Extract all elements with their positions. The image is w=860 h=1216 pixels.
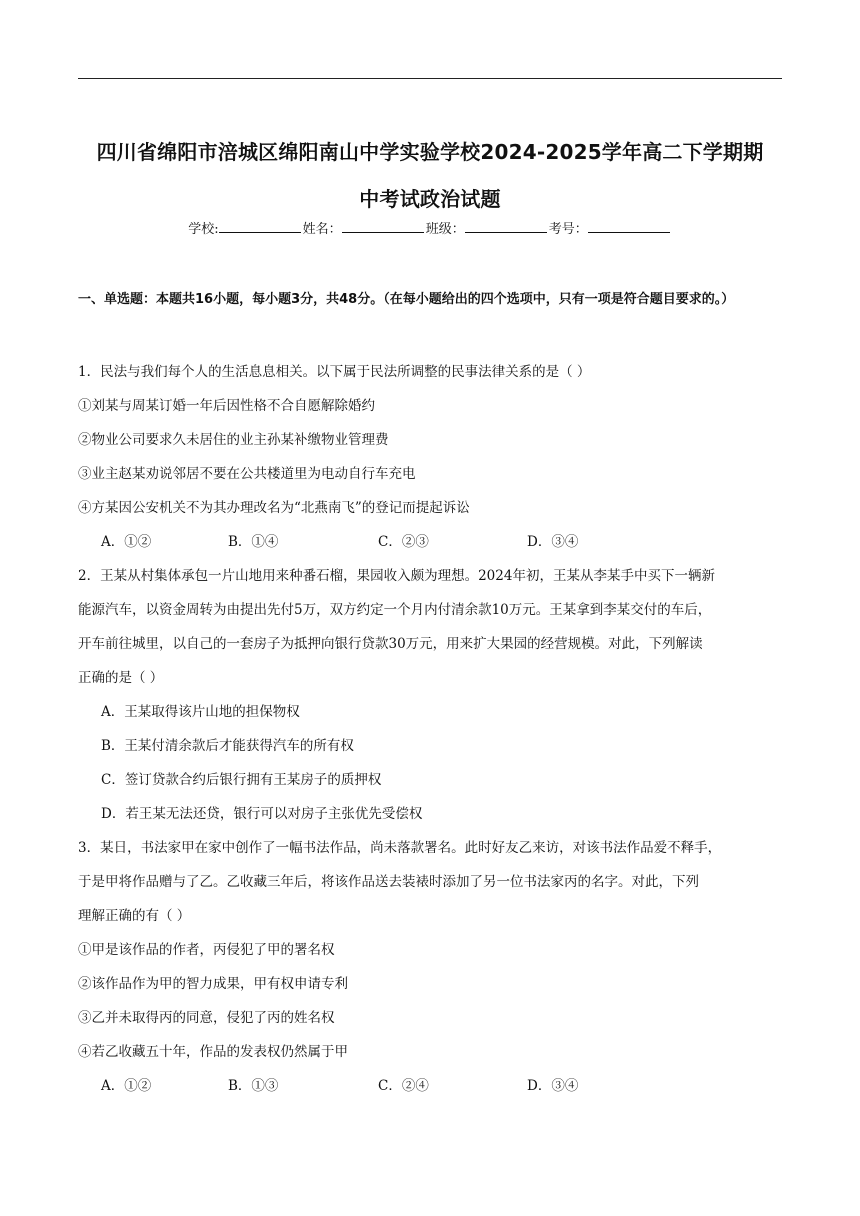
question-1-item: ②物业公司要求久未居住的业主孙某补缴物业管理费 — [78, 432, 389, 448]
question-3-option-a[interactable]: A．①② — [101, 1078, 152, 1094]
question-1-option-b[interactable]: B．①④ — [228, 534, 279, 550]
question-1-item: ④方某因公安机关不为其办理改名为“北燕南飞”的登记而提起诉讼 — [78, 500, 470, 516]
question-2-stem-line: 能源汽车，以资金周转为由提出先付5万，双方约定一个月内付清余款10万元。王某拿到李某交付的车后， — [78, 602, 712, 618]
question-2-option-a[interactable]: A．王某取得该片山地的担保物权 — [101, 704, 300, 720]
exam-no-label: 考号： — [548, 222, 588, 237]
section-heading: 一、单选题：本题共16小题，每小题3分，共48分。（在每小题给出的四个选项中，只有一项是符合题目要求的。） — [78, 292, 735, 307]
question-2-option-c[interactable]: C．签订贷款合约后银行拥有王某房子的质押权 — [101, 772, 382, 788]
question-3-item: ④若乙收藏五十年，作品的发表权仍然属于甲 — [78, 1044, 348, 1060]
class-blank[interactable] — [465, 220, 547, 233]
question-3-stem-line: 于是甲将作品赠与了乙。乙收藏三年后，将该作品送去装裱时添加了另一位书法家丙的名字。对此，下列 — [78, 874, 699, 890]
name-label: 姓名： — [302, 222, 342, 237]
question-1-option-a[interactable]: A．①② — [101, 534, 152, 550]
question-3-stem-line: 理解正确的有（ ） — [78, 908, 191, 924]
question-3-item: ①甲是该作品的作者，丙侵犯了甲的署名权 — [78, 942, 335, 958]
school-label: 学校: — [188, 222, 219, 237]
question-3-option-c[interactable]: C．②④ — [378, 1078, 429, 1094]
question-1-item: ③业主赵某劝说邻居不要在公共楼道里为电动自行车充电 — [78, 466, 416, 482]
student-info-row — [0, 218, 860, 237]
question-2-stem-line: 2．王某从村集体承包一片山地用来种番石榴，果园收入颇为理想。2024年初，王某从李某手中买下一辆新 — [78, 568, 715, 584]
question-1-item: ①刘某与周某订婚一年后因性格不合自愿解除婚约 — [78, 398, 375, 414]
question-2-stem-line: 开车前往城里，以自己的一套房子为抵押向银行贷款30万元，用来扩大果园的经营规模。对此，下列解读 — [78, 636, 703, 652]
question-3-item: ③乙并未取得丙的同意，侵犯了丙的姓名权 — [78, 1010, 335, 1026]
question-3-item: ②该作品作为甲的智力成果，甲有权申请专利 — [78, 976, 348, 992]
question-1-option-c[interactable]: C．②③ — [378, 534, 429, 550]
question-2-option-d[interactable]: D．若王某无法还贷，银行可以对房子主张优先受偿权 — [101, 806, 423, 822]
question-1-stem: 1．民法与我们每个人的生活息息相关。以下属于民法所调整的民事法律关系的是（ ） — [78, 364, 591, 380]
question-3-option-b[interactable]: B．①③ — [228, 1078, 279, 1094]
question-1-option-d[interactable]: D．③④ — [527, 534, 579, 550]
question-3-stem-line: 3．某日，书法家甲在家中创作了一幅书法作品，尚未落款署名。此时好友乙来访，对该书法作品爱不释手， — [78, 840, 722, 856]
header-rule — [78, 78, 782, 79]
school-blank[interactable] — [219, 220, 301, 233]
class-label: 班级： — [425, 222, 465, 237]
question-2-stem-line: 正确的是（ ） — [78, 670, 164, 686]
question-2-option-b[interactable]: B．王某付清余款后才能获得汽车的所有权 — [101, 738, 354, 754]
page-title-line-1: 四川省绵阳市涪城区绵阳南山中学实验学校2024-2025学年高二下学期期 — [96, 140, 764, 164]
page-title-line-2: 中考试政治试题 — [359, 187, 501, 211]
exam-no-blank[interactable] — [588, 220, 670, 233]
question-3-option-d[interactable]: D．③④ — [527, 1078, 579, 1094]
name-blank[interactable] — [342, 220, 424, 233]
